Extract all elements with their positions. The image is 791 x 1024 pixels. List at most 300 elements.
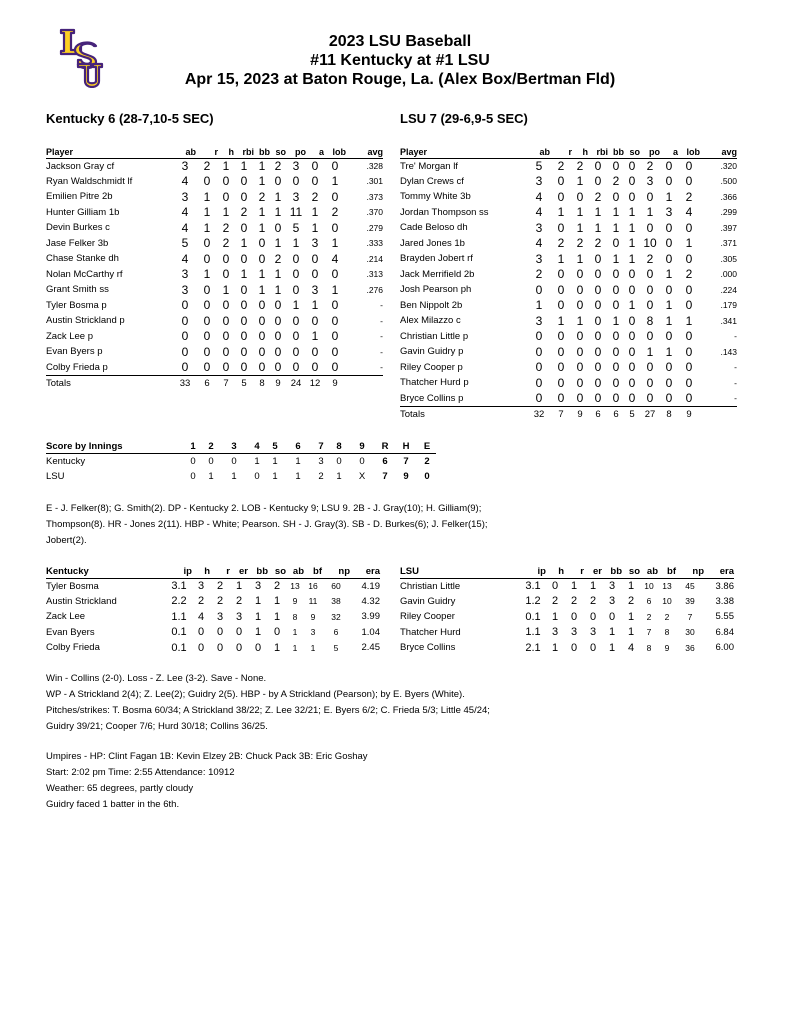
- stat-cell: 5.55: [715, 611, 734, 623]
- stat-cell: 1: [311, 298, 319, 313]
- notes-line: Thompson(8). HR - Jones 2(11). HBP - White; Pearson. SH - J. Gray(3). SB - D. Burkes(6); J. Felker(15);: [46, 519, 488, 530]
- stat-cell: .313: [366, 269, 383, 280]
- stat-cell: 2: [273, 580, 281, 592]
- stat-cell: 3: [551, 626, 559, 639]
- stat-cell: 1: [254, 610, 262, 623]
- stat-cell: 0: [331, 189, 339, 204]
- stat-cell: 0: [535, 360, 543, 375]
- stat-cell: 0: [572, 391, 588, 407]
- stat-cell: 0: [222, 267, 230, 282]
- stat-cell: 0: [576, 282, 584, 297]
- inning-cell: 9: [403, 470, 409, 482]
- stat-cell: 0: [594, 360, 602, 375]
- stat-cell: 5: [181, 236, 189, 251]
- column-header: bb: [608, 146, 624, 158]
- stat-cell: .371: [720, 238, 737, 249]
- column-header: a: [660, 146, 678, 158]
- stat-cell: 1: [627, 610, 635, 623]
- stat-cell: 3: [646, 174, 654, 189]
- stat-cell: 0: [594, 159, 602, 173]
- stat-cell: 0: [646, 329, 654, 344]
- stat-cell: 0: [612, 282, 620, 297]
- stat-cell: 3: [608, 580, 616, 592]
- stat-cell: 6: [646, 596, 652, 607]
- stat-cell: -: [380, 346, 383, 357]
- stat-cell: 0: [240, 251, 248, 266]
- stat-cell: 1: [628, 298, 636, 313]
- stat-cell: 0: [311, 159, 319, 173]
- inning-cell: 0: [424, 470, 430, 482]
- stat-cell: 0: [234, 360, 254, 376]
- stat-cell: 13: [290, 581, 300, 591]
- stat-cell: 0: [292, 329, 300, 344]
- stat-cell: 1: [557, 313, 565, 328]
- column-header: avg: [700, 146, 737, 158]
- player-row: [400, 313, 737, 329]
- stat-cell: 0: [685, 344, 693, 359]
- player-row: [46, 282, 383, 298]
- stat-cell: 0: [324, 360, 346, 376]
- stat-cell: 0: [240, 329, 248, 344]
- player-row: [400, 189, 737, 205]
- stat-cell: 0: [665, 174, 673, 189]
- column-header: bf: [304, 565, 322, 578]
- stat-cell: -: [734, 377, 737, 388]
- stat-cell: 0: [181, 298, 189, 313]
- stat-cell: 2: [274, 251, 282, 266]
- stat-cell: 0: [528, 391, 550, 407]
- linescore-header: R: [376, 440, 394, 453]
- stat-cell: 2: [557, 159, 565, 173]
- stat-cell: 0: [274, 329, 282, 344]
- player-name: Tre' Morgan lf: [400, 160, 458, 172]
- player-row: [400, 360, 737, 376]
- stat-cell: 1: [551, 641, 559, 654]
- column-header: ab: [640, 565, 658, 578]
- stat-cell: 0: [292, 313, 300, 328]
- stat-cell: 0: [685, 329, 693, 344]
- player-row: [400, 391, 737, 407]
- stat-cell: 4: [535, 189, 543, 204]
- stat-cell: 5: [535, 159, 543, 173]
- player-row: [46, 205, 383, 221]
- column-header: so: [622, 565, 640, 578]
- stat-cell: 0: [665, 236, 673, 251]
- stat-cell: 1: [240, 267, 248, 282]
- player-name: Jack Merrifield 2b: [400, 268, 475, 280]
- total-cell: 8: [259, 377, 265, 389]
- stat-cell: 1: [258, 267, 266, 282]
- stat-cell: .000: [720, 269, 737, 280]
- stat-cell: 7: [646, 627, 652, 638]
- stat-cell: 0: [576, 360, 584, 375]
- stat-cell: 0: [685, 174, 693, 189]
- pitcher-row: [46, 578, 380, 594]
- player-name: Evan Byers p: [46, 346, 103, 358]
- stat-cell: 10: [643, 236, 657, 251]
- player-row: [400, 298, 737, 314]
- player-row: [400, 251, 737, 267]
- stat-cell: 2.2: [171, 595, 187, 608]
- stat-cell: 2: [216, 595, 224, 608]
- stat-cell: 0: [331, 313, 339, 328]
- title-line-2: #11 Kentucky at #1 LSU: [310, 52, 490, 69]
- player-row: [46, 236, 383, 252]
- column-header: rbi: [234, 146, 254, 158]
- stat-cell: 3: [254, 580, 262, 592]
- player-row: [400, 236, 737, 252]
- pitcher-name: Christian Little: [400, 580, 461, 592]
- linescore-header: E: [418, 440, 436, 453]
- column-header: h: [218, 146, 234, 158]
- stat-cell: 3: [181, 189, 189, 204]
- player-row: [400, 344, 737, 360]
- stat-cell: 1: [594, 205, 602, 220]
- stat-cell: 38: [331, 596, 341, 607]
- column-header: Player: [400, 146, 528, 158]
- stat-cell: 0: [570, 610, 578, 623]
- home-batting-table: [400, 146, 737, 422]
- column-header: so: [268, 565, 286, 578]
- stat-cell: 2: [685, 189, 693, 204]
- inning-cell: 0: [359, 455, 365, 467]
- stat-cell: 2: [685, 267, 693, 282]
- stat-cell: 2: [258, 189, 266, 204]
- total-cell: 27: [644, 408, 656, 420]
- column-header: era: [704, 565, 734, 578]
- stat-cell: 1.2: [525, 595, 541, 608]
- stat-cell: 0: [331, 344, 339, 359]
- stat-cell: 3: [535, 220, 543, 235]
- stat-cell: 1: [535, 298, 543, 313]
- player-row: [46, 360, 383, 376]
- stat-cell: 0: [685, 375, 693, 390]
- pitcher-row: [46, 640, 380, 656]
- stat-cell: 0: [608, 610, 616, 623]
- stat-cell: .320: [720, 161, 737, 171]
- column-header: so: [624, 146, 640, 158]
- stat-cell: 39: [685, 596, 695, 607]
- stat-cell: .276: [366, 284, 383, 295]
- stat-cell: 6.84: [715, 626, 734, 638]
- stat-cell: 4: [331, 251, 339, 266]
- stat-cell: .299: [720, 207, 737, 218]
- stat-cell: 0: [311, 313, 319, 328]
- stat-cell: 0: [612, 189, 620, 204]
- stat-cell: -: [346, 360, 383, 376]
- stat-cell: 2: [589, 595, 597, 608]
- totals-row: [46, 375, 383, 391]
- stat-cell: 2: [203, 159, 211, 173]
- player-row: [400, 174, 737, 190]
- stat-cell: 2: [664, 611, 670, 622]
- stat-cell: 1: [646, 344, 654, 359]
- stat-cell: 3: [311, 282, 319, 297]
- stat-cell: 0: [628, 267, 636, 282]
- total-cell: 8: [666, 408, 672, 420]
- stat-cell: 3: [216, 610, 224, 623]
- stat-cell: 3: [608, 595, 616, 608]
- linescore-header: H: [394, 440, 418, 453]
- stat-cell: 2: [627, 595, 635, 608]
- player-row: [400, 158, 737, 174]
- weather-line: Weather: 65 degrees, partly cloudy: [46, 783, 194, 794]
- column-header: r: [550, 146, 572, 158]
- total-cell: 33: [179, 377, 191, 389]
- stat-cell: .333: [366, 238, 383, 249]
- stat-cell: 0: [331, 267, 339, 282]
- stat-cell: 4: [181, 220, 189, 235]
- stat-cell: 3: [292, 159, 300, 173]
- player-name: Riley Cooper p: [400, 361, 463, 373]
- stat-cell: 1: [240, 159, 248, 173]
- stat-cell: 0: [685, 282, 693, 297]
- notes-line: Jobert(2).: [46, 535, 87, 546]
- column-header: po: [640, 146, 660, 158]
- stat-cell: 8: [664, 627, 670, 638]
- stat-cell: 0: [331, 220, 339, 235]
- umpires-line: Umpires - HP: Clint Fagan 1B: Kevin Elzey 2B: Chuck Pack 3B: Eric Goshay: [46, 751, 368, 762]
- notes-line: Guidry faced 1 batter in the 6th.: [46, 799, 180, 810]
- column-header: r: [196, 146, 218, 158]
- stat-cell: 0: [594, 174, 602, 189]
- stat-cell: 3: [197, 580, 205, 592]
- stat-cell: 4: [181, 251, 189, 266]
- stat-cell: 0: [550, 391, 572, 407]
- column-header: h: [192, 565, 210, 578]
- notes-line: E - J. Felker(8); G. Smith(2). DP - Kentucky 2. LOB - Kentucky 9; LSU 9. 2B - J. Gray(10); H. Gilliam(9);: [46, 503, 482, 514]
- stat-cell: 0: [535, 329, 543, 344]
- stat-cell: 9: [292, 596, 298, 607]
- stat-cell: 0: [181, 344, 189, 359]
- stat-cell: 3: [535, 313, 543, 328]
- stat-cell: 1: [203, 267, 211, 282]
- linescore-row: [46, 469, 436, 485]
- inning-cell: 7: [382, 470, 388, 482]
- stat-cell: 0: [292, 251, 300, 266]
- stat-cell: -: [734, 331, 737, 342]
- stat-cell: 0: [557, 298, 565, 313]
- totals-row: [400, 406, 737, 422]
- stat-cell: 0: [557, 375, 565, 390]
- stat-cell: 0: [274, 344, 282, 359]
- stat-cell: 0: [665, 220, 673, 235]
- pitcher-name: Thatcher Hurd: [400, 626, 461, 638]
- inning-cell: 0: [254, 470, 260, 482]
- stat-cell: 1: [576, 251, 584, 266]
- stat-cell: 1: [292, 298, 300, 313]
- total-cell: 5: [241, 377, 247, 389]
- stat-cell: 0: [665, 360, 673, 375]
- player-name: Josh Pearson ph: [400, 284, 472, 296]
- player-name: Christian Little p: [400, 330, 469, 342]
- stat-cell: 0: [274, 220, 282, 235]
- stat-cell: 1: [311, 329, 319, 344]
- stat-cell: 0: [557, 189, 565, 204]
- stat-cell: 2: [331, 205, 339, 220]
- inning-cell: 1: [295, 455, 301, 467]
- stat-cell: 1: [274, 267, 282, 282]
- inning-cell: 0: [231, 455, 237, 467]
- player-name: Ryan Waldschmidt lf: [46, 175, 133, 187]
- stat-cell: 2: [535, 267, 543, 282]
- stat-cell: 0: [240, 313, 248, 328]
- stat-cell: 3: [181, 159, 189, 173]
- stat-cell: 1: [576, 220, 584, 235]
- stat-cell: 0: [274, 298, 282, 313]
- player-row: [400, 375, 737, 391]
- stat-cell: 0: [665, 251, 673, 266]
- stat-cell: 0.1: [171, 641, 187, 654]
- inning-cell: 1: [231, 470, 237, 482]
- column-header: a: [306, 146, 324, 158]
- total-cell: [346, 375, 383, 391]
- player-row: [46, 267, 383, 283]
- stat-cell: 0: [646, 375, 654, 390]
- stat-cell: 0: [222, 174, 230, 189]
- player-name: Grant Smith ss: [46, 284, 109, 296]
- column-header: lob: [678, 146, 700, 158]
- stat-cell: 0: [557, 329, 565, 344]
- stat-cell: 0: [612, 360, 620, 375]
- stat-cell: 1: [646, 205, 654, 220]
- game-info: [46, 749, 746, 813]
- stat-cell: 1: [235, 580, 243, 592]
- stat-cell: 0: [240, 220, 248, 235]
- stat-cell: 1: [311, 220, 319, 235]
- inning-cell: 1: [208, 470, 214, 482]
- stat-cell: 3.99: [361, 611, 380, 623]
- stat-cell: 0: [331, 298, 339, 313]
- title-line-1: 2023 LSU Baseball: [328, 33, 472, 50]
- stat-cell: 0: [612, 159, 620, 173]
- stat-cell: 8: [646, 642, 652, 653]
- stat-cell: 4: [685, 205, 693, 220]
- stat-cell: 0: [628, 344, 636, 359]
- stat-cell: 1: [627, 580, 635, 592]
- stat-cell: 0: [665, 159, 673, 173]
- stat-cell: 1: [612, 205, 620, 220]
- stat-cell: 0: [270, 360, 286, 376]
- player-row: [400, 282, 737, 298]
- stat-cell: 3: [310, 627, 316, 638]
- stat-cell: 0: [222, 251, 230, 266]
- player-name: Gavin Guidry p: [400, 346, 464, 358]
- player-name: Jordan Thompson ss: [400, 206, 489, 218]
- away-pitching-table: [46, 565, 380, 656]
- pitcher-row: [400, 640, 734, 656]
- column-header: bb: [254, 146, 270, 158]
- stat-cell: 0: [628, 375, 636, 390]
- column-header: r: [564, 565, 584, 578]
- stat-cell: 3.38: [715, 595, 734, 607]
- stat-cell: 0: [589, 641, 597, 654]
- stat-cell: 0: [258, 251, 266, 266]
- total-cell: [700, 406, 737, 422]
- stat-cell: 1: [273, 595, 281, 608]
- stat-cell: 1: [240, 236, 248, 251]
- stat-cell: 0: [535, 282, 543, 297]
- stat-cell: 1.1: [525, 626, 541, 639]
- stat-cell: 1: [273, 641, 281, 654]
- stat-cell: 0: [203, 344, 211, 359]
- stat-cell: 0: [594, 251, 602, 266]
- stat-cell: 0: [311, 344, 319, 359]
- stat-cell: 32: [331, 611, 341, 622]
- stat-cell: 1.1: [171, 610, 187, 623]
- stat-cell: 3: [589, 626, 597, 639]
- stat-cell: 0: [258, 344, 266, 359]
- stat-cell: 30: [685, 627, 695, 638]
- stat-cell: 36: [685, 642, 695, 653]
- inning-cell: 0: [208, 455, 214, 467]
- stat-cell: 1: [292, 642, 298, 653]
- linescore-header: 5: [266, 440, 284, 453]
- stat-cell: 45: [685, 581, 695, 591]
- column-header: po: [286, 146, 306, 158]
- stat-cell: 0: [222, 313, 230, 328]
- inning-cell: 2: [318, 470, 324, 482]
- stat-cell: 1: [222, 159, 230, 173]
- stat-cell: 0: [311, 174, 319, 189]
- stat-cell: 0: [203, 298, 211, 313]
- stat-cell: 4: [627, 641, 635, 654]
- stat-cell: 0: [274, 313, 282, 328]
- stat-cell: 0: [557, 267, 565, 282]
- column-header: er: [584, 565, 602, 578]
- stat-cell: 9: [310, 611, 316, 622]
- player-row: [46, 220, 383, 236]
- stat-cell: 1: [570, 580, 578, 592]
- stat-cell: 1: [576, 205, 584, 220]
- stat-cell: .214: [366, 253, 383, 264]
- stat-cell: 3: [570, 626, 578, 639]
- team-name: LSU: [46, 470, 65, 482]
- stat-cell: 1: [628, 205, 636, 220]
- pitcher-name: Bryce Collins: [400, 642, 456, 654]
- stat-cell: 1: [274, 236, 282, 251]
- column-header: np: [322, 565, 350, 578]
- stat-cell: 0: [576, 298, 584, 313]
- title-line-3: Apr 15, 2023 at Baton Rouge, La. (Alex Box/Bertman Fld): [184, 71, 616, 88]
- stat-cell: 1: [258, 159, 266, 173]
- player-name: Hunter Gilliam 1b: [46, 206, 120, 218]
- notes-line: Pitches/strikes: T. Bosma 60/34; A Strickland 38/22; Z. Lee 32/21; E. Byers 6/2; C. Frieda 5/3; Little 45/24;: [46, 705, 490, 716]
- stat-cell: 0: [240, 189, 248, 204]
- stat-cell: 0: [258, 313, 266, 328]
- column-header: avg: [346, 146, 383, 158]
- stat-cell: 0: [240, 282, 248, 297]
- stat-cell: 1: [576, 313, 584, 328]
- stat-cell: 0: [628, 282, 636, 297]
- total-cell: 12: [309, 377, 321, 389]
- linescore-header: 7: [312, 440, 330, 453]
- pitcher-row: [46, 609, 380, 625]
- stat-cell: 0: [624, 391, 640, 407]
- stat-cell: 0: [222, 298, 230, 313]
- game-notes: [46, 501, 746, 549]
- stat-cell: 1: [258, 174, 266, 189]
- linescore-header: 9: [348, 440, 376, 453]
- stat-cell: 2: [197, 595, 205, 608]
- notes-line: Win - Collins (2-0). Loss - Z. Lee (3-2). Save - None.: [46, 673, 267, 684]
- total-cell: 32: [533, 408, 545, 420]
- pitcher-name: Evan Byers: [46, 626, 95, 638]
- pitcher-row: [400, 594, 734, 610]
- pitcher-name: Gavin Guidry: [400, 595, 456, 607]
- stat-cell: 2: [274, 159, 282, 173]
- stat-cell: 1: [292, 236, 300, 251]
